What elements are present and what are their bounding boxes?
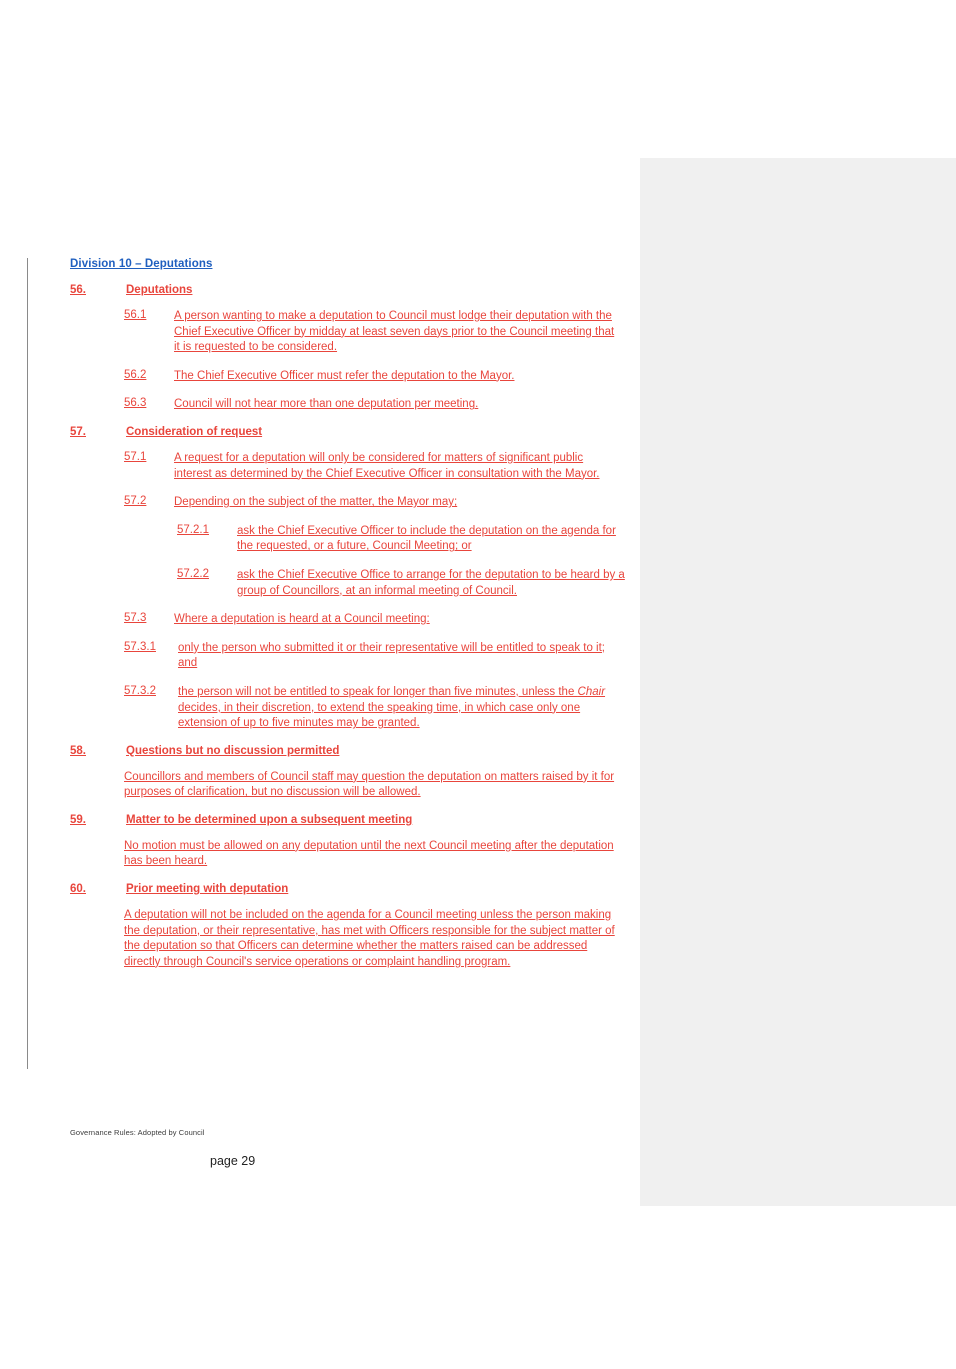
clause-57-2-1 xyxy=(177,524,635,555)
clause-number: 57.2 xyxy=(124,495,147,508)
clause-text: The Chief Executive Officer must refer the deputation to the Mayor. xyxy=(174,369,515,382)
section-number: 56. xyxy=(70,284,86,296)
section-number: 60. xyxy=(70,883,86,896)
section-heading-58 xyxy=(70,745,635,757)
clause-text: Where a deputation is heard at a Council meeting: xyxy=(174,613,430,626)
clause-56-2 xyxy=(124,369,635,385)
clause-text: ask the Chief Executive Office to arrange for the deputation to be heard by a group of Councillors, at an informal meeting of Council. xyxy=(237,568,625,597)
clause-56-1 xyxy=(124,309,635,356)
clause-57-3-1 xyxy=(124,641,635,672)
clause-text: A person wanting to make a deputation to Council must lodge their deputation with the Chief Executive Officer by midday at least seven days prior to the Council meeting that it is requested to be considered. xyxy=(174,310,615,354)
section-heading-59 xyxy=(70,814,635,826)
section-58-paragraph: Councillors and members of Council staff may question the deputation on matters raised by it for purposes of clarification, but no discussion will be allowed. xyxy=(124,770,615,799)
section-number: 58. xyxy=(70,744,86,757)
section-heading-57 xyxy=(70,426,635,438)
clause-text-before: the person will not be entitled to speak for longer than five minutes, unless the xyxy=(178,685,578,698)
clause-56-3 xyxy=(124,397,635,413)
page-number-label: page 29 xyxy=(210,1154,256,1168)
section-title: Questions but no discussion permitted xyxy=(126,744,340,757)
clause-text xyxy=(178,685,618,732)
clause-number: 56.3 xyxy=(124,397,147,410)
clause-text: ask the Chief Executive Officer to include the deputation on the agenda for the requested, or a future, Council Meeting; or xyxy=(237,524,616,553)
clause-57-2-2 xyxy=(177,568,635,599)
section-title: Consideration of request xyxy=(126,425,263,438)
document-body xyxy=(70,258,635,970)
clause-number: 57.3.1 xyxy=(124,640,156,653)
clause-text: A request for a deputation will only be considered for matters of significant public interest as determined by the Chief Executive Officer in consultation with the Mayor. xyxy=(174,451,600,480)
section-title: Prior meeting with deputation xyxy=(126,883,289,896)
clause-number: 57.1 xyxy=(124,450,147,463)
section-59-paragraph: No motion must be allowed on any deputation until the next Council meeting after the deputation has been heard. xyxy=(124,839,614,868)
clause-57-2 xyxy=(124,495,635,511)
clause-number: 56.2 xyxy=(124,368,147,381)
clause-text-after: decides, in their discretion, to extend the speaking time, in which case only one extension of up to five minutes may be granted. xyxy=(178,701,581,730)
section-title: Matter to be determined upon a subsequent meeting xyxy=(126,813,413,826)
clause-text: Depending on the subject of the matter, the Mayor may; xyxy=(174,496,458,509)
section-title: Deputations xyxy=(126,284,193,296)
right-side-panel xyxy=(640,158,956,1206)
clause-57-3-2 xyxy=(124,685,635,732)
clause-text: Council will not hear more than one deputation per meeting. xyxy=(174,398,479,411)
section-number: 57. xyxy=(70,425,86,438)
section-heading-60 xyxy=(70,883,635,895)
clause-number: 57.3 xyxy=(124,612,147,625)
clause-57-3 xyxy=(124,612,635,628)
revision-change-bar xyxy=(27,258,28,1069)
clause-number: 56.1 xyxy=(124,309,147,321)
clause-number: 57.2.2 xyxy=(177,567,209,580)
section-number: 59. xyxy=(70,813,86,826)
clause-text: only the person who submitted it or their representative will be entitled to speak to it; and xyxy=(178,641,606,670)
section-heading-56 xyxy=(70,284,635,296)
document-footer-note: Governance Rules: Adopted by Council xyxy=(70,1128,205,1137)
division-heading: Division 10 – Deputations xyxy=(70,258,213,270)
clause-57-1 xyxy=(124,451,635,482)
clause-text-italic: Chair xyxy=(577,685,606,698)
section-60-paragraph: A deputation will not be included on the agenda for a Council meeting unless the person making the deputation, or their representative, has met with Officers responsible for the subject matter of the deputation so that Officers can determine whether the matters raised can be addressed directly through Council's service operations or complaint handling program. xyxy=(124,909,615,968)
clause-number: 57.2.1 xyxy=(177,523,209,536)
clause-number: 57.3.2 xyxy=(124,684,156,697)
